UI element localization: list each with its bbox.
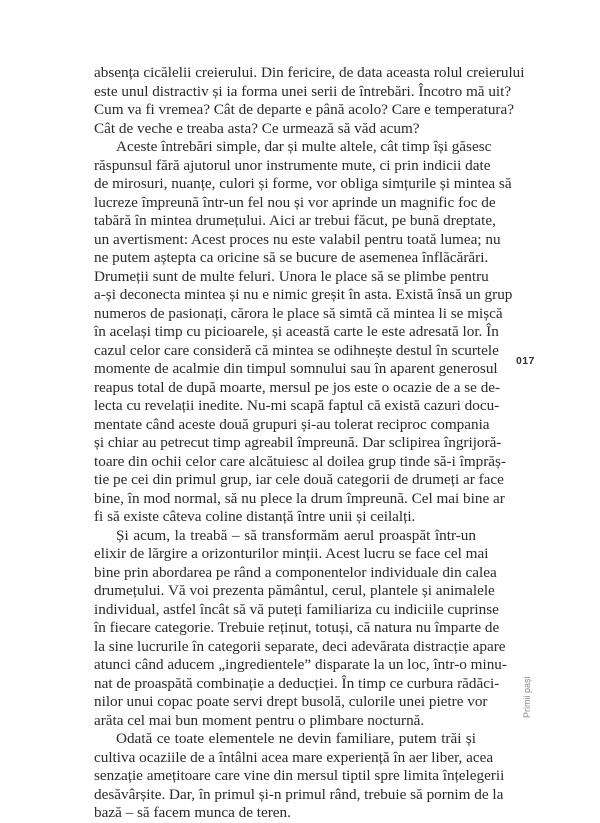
text-line: individual, astfel încât să vă puteți familiariza cu indiciile cuprinse — [94, 600, 499, 618]
text-line: desăvârșite. Dar, în primul și-n primul rând, trebuie să pornim de la — [94, 785, 504, 803]
text-line: Cât de veche e treaba asta? Ce urmează să văd acum? — [94, 119, 420, 137]
text-line: cultiva ocaziile de a întâlni acea mare experiență în aer liber, acea — [94, 748, 494, 766]
text-line: Drumeții sunt de multe feluri. Unora le place să se plimbe pentru — [94, 267, 489, 285]
running-title: Primii pași — [522, 676, 532, 718]
page-number: 017 — [516, 355, 535, 367]
text-line: atunci când aducem „ingredientele” disparate la un loc, într-o minu- — [94, 656, 507, 673]
text-line: senzație amețitoare care vine din mersul tiptil spre limita înțelegerii — [94, 767, 505, 784]
text-line: nilor unui copac poate servi drept busolă, culorile unei pietre vor — [94, 693, 488, 710]
text-line: Odată ce toate elementele ne devin familiare, putem trăi și — [116, 730, 476, 747]
text-line: bine, în mod normal, să nu plece la drum împreună. Cel mai bine ar — [94, 489, 505, 507]
text-line: lecta cu revelații inedite. Nu-mi scapă faptul că există cazuri docu- — [94, 397, 500, 414]
text-line: toare din ochii celor care alcătuiesc al doilea grup tinde să-i împrăș- — [94, 452, 506, 470]
text-line: Și acum, la treabă – să transformăm aerul proaspăt într-un — [116, 526, 476, 544]
text-line: nat de proaspătă combinație a deducției. În timp ce curbura rădăci- — [94, 674, 500, 692]
text-line: momente de acalmie din timpul somnului sau în aparent generosul — [94, 360, 498, 377]
text-line: și chiar au petrecut timp agreabil împreună. Dar sclipirea îngrijoră- — [94, 434, 502, 451]
text-line: absența cicălelii creierului. Din fericire, de data aceasta rolul creierului — [94, 64, 525, 81]
text-line: bază – să facem munca de teren. — [94, 804, 291, 821]
text-line: lucreze împreună într-un fel nou și vor aprinde un magnific foc de — [94, 193, 496, 211]
paragraph-4 — [94, 730, 505, 823]
paragraph-1 — [94, 64, 525, 138]
text-line: Aceste întrebări simple, dar și multe altele, cât timp își găsesc — [116, 138, 492, 155]
text-line: de mirosuri, nuanțe, culori și forme, vor obliga simțurile și mintea să — [94, 175, 512, 192]
text-line: tie pe cei din primul grup, iar cele două categorii de drumeți ar face — [94, 471, 504, 488]
paragraph-2 — [94, 138, 513, 527]
text-line: este unul distractiv și ia forma unei serii de întrebări. Încotro mă uit? — [94, 82, 512, 100]
text-line: elixir de lărgire a orizonturilor minții. Acest lucru se face cel mai — [94, 545, 489, 562]
text-line: un avertisment: Acest proces nu este valabil pentru toată lumea; nu — [94, 230, 501, 248]
text-line: mentate când aceste două grupuri și-au tolerat reciproc compania — [94, 415, 490, 433]
text-line: tabără în mintea drumețului. Aici ar trebui făcut, pe bună dreptate, — [94, 212, 496, 229]
text-line: fi să existe câteva coline distanță între unii și ceilalți. — [94, 508, 416, 525]
text-line: arăta cel mai bun moment pentru o plimbare nocturnă. — [94, 711, 425, 729]
text-line: bine prin abordarea pe rând a componentelor individuale din calea — [94, 563, 497, 581]
body-text — [94, 64, 525, 823]
text-line: drumețului. Vă voi prezenta pământul, cerul, plantele și animalele — [94, 582, 495, 599]
text-line: în același timp cu picioarele, și această carte le este adresată lor. În — [94, 323, 499, 340]
text-line: Cum va fi vremea? Cât de departe e până acolo? Care e temperatura? — [94, 101, 514, 118]
text-line: în fiecare categorie. Trebuie reținut, totuși, că natura nu împarte de — [94, 619, 500, 636]
text-line: a-și deconecta mintea și nu e nimic greșit în asta. Există însă un grup — [94, 286, 513, 303]
text-line: reapus total de după moarte, mersul pe jos este o ocazie de a se de- — [94, 378, 501, 396]
text-line: la sine lucrurile în categorii separate, deci adevărata distracție apare — [94, 637, 506, 655]
text-line: ne putem aștepta ca oricine să se bucure de asemenea înflăcărări. — [94, 249, 489, 266]
text-line: numeros de pasionați, cărora le place să simtă că mintea li se mișcă — [94, 304, 503, 322]
paragraph-3 — [94, 526, 507, 731]
text-line: cazul celor care consideră că mintea se odihnește destul în scurtele — [94, 341, 499, 359]
text-line: răspunsul fără ajutorul unor instrumente mute, ci prin indicii date — [94, 156, 491, 174]
